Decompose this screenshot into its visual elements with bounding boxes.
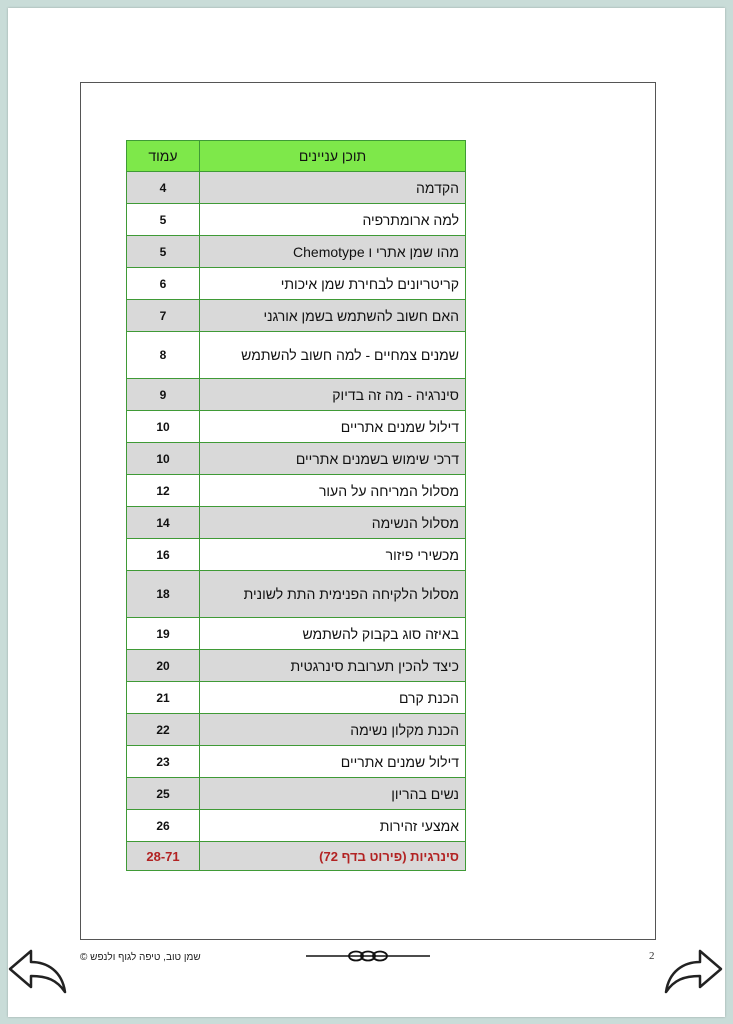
toc-row-title: אמצעי זהירות bbox=[200, 810, 466, 842]
toc-row-page: 14 bbox=[127, 507, 200, 539]
toc-row-title: הכנת מקלון נשימה bbox=[200, 714, 466, 746]
toc-row-title: דילול שמנים אתריים bbox=[200, 746, 466, 778]
toc-row-page: 16 bbox=[127, 539, 200, 571]
toc-row-page: 19 bbox=[127, 618, 200, 650]
toc-row-title: מהו שמן אתרי ו Chemotype bbox=[200, 236, 466, 268]
toc-footer-page: 28-71 bbox=[127, 842, 200, 871]
toc-row-page: 23 bbox=[127, 746, 200, 778]
toc-row-title: למה ארומתרפיה bbox=[200, 204, 466, 236]
footer-copyright: שמן טוב, טיפה לגוף ולנפש © bbox=[80, 952, 201, 963]
toc-row-title: הכנת קרם bbox=[200, 682, 466, 714]
toc-header-row bbox=[127, 141, 466, 172]
toc-row-title: דילול שמנים אתריים bbox=[200, 411, 466, 443]
decorative-ornament-icon bbox=[306, 946, 430, 966]
toc-row-page: 5 bbox=[127, 204, 200, 236]
toc-row-title: כיצד להכין תערובת סינרגטית bbox=[200, 650, 466, 682]
toc-row-title: קריטריונים לבחירת שמן איכותי bbox=[200, 268, 466, 300]
forward-arrow-icon[interactable] bbox=[662, 947, 724, 997]
toc-row-title: דרכי שימוש בשמנים אתריים bbox=[200, 443, 466, 475]
toc-row[interactable] bbox=[127, 411, 466, 443]
toc-header-title: תוכן עניינים bbox=[200, 141, 466, 172]
toc-row[interactable] bbox=[127, 332, 466, 379]
toc-row[interactable] bbox=[127, 618, 466, 650]
toc-row-title: מכשירי פיזור bbox=[200, 539, 466, 571]
toc-row-page: 7 bbox=[127, 300, 200, 332]
toc-row[interactable] bbox=[127, 443, 466, 475]
toc-row-page: 9 bbox=[127, 379, 200, 411]
toc-row[interactable] bbox=[127, 650, 466, 682]
toc-row[interactable] bbox=[127, 810, 466, 842]
toc-row[interactable] bbox=[127, 571, 466, 618]
toc-row-title: האם חשוב להשתמש בשמן אורגני bbox=[200, 300, 466, 332]
toc-row-title: סינרגיה - מה זה בדיוק bbox=[200, 379, 466, 411]
toc-row-page: 18 bbox=[127, 571, 200, 618]
toc-row[interactable] bbox=[127, 300, 466, 332]
toc-header-page: עמוד bbox=[127, 141, 200, 172]
toc-row-title: מסלול הלקיחה הפנימית התת לשונית bbox=[200, 571, 466, 618]
toc-row[interactable] bbox=[127, 236, 466, 268]
toc-row-title: מסלול המריחה על העור bbox=[200, 475, 466, 507]
toc-footer-title: סינרגיות (פירוט בדף 72) bbox=[200, 842, 466, 871]
page-number: 2 bbox=[649, 950, 655, 962]
back-arrow-icon[interactable] bbox=[7, 947, 69, 997]
toc-row-page: 8 bbox=[127, 332, 200, 379]
toc-footer-row[interactable] bbox=[127, 842, 466, 871]
toc-row-title: שמנים צמחיים - למה חשוב להשתמש bbox=[200, 332, 466, 379]
toc-row-page: 21 bbox=[127, 682, 200, 714]
toc-row-title: מסלול הנשימה bbox=[200, 507, 466, 539]
toc-row-page: 12 bbox=[127, 475, 200, 507]
toc-row-page: 20 bbox=[127, 650, 200, 682]
page-sheet bbox=[8, 8, 725, 1017]
toc-row-title: נשים בהריון bbox=[200, 778, 466, 810]
toc-row[interactable] bbox=[127, 507, 466, 539]
toc-row-page: 6 bbox=[127, 268, 200, 300]
toc-row-title: הקדמה bbox=[200, 172, 466, 204]
toc-row[interactable] bbox=[127, 778, 466, 810]
toc-row[interactable] bbox=[127, 475, 466, 507]
toc-row-page: 22 bbox=[127, 714, 200, 746]
toc-row[interactable] bbox=[127, 379, 466, 411]
toc-table bbox=[126, 140, 466, 871]
toc-row-page: 10 bbox=[127, 443, 200, 475]
toc-row-page: 4 bbox=[127, 172, 200, 204]
toc-row[interactable] bbox=[127, 682, 466, 714]
toc-row-page: 26 bbox=[127, 810, 200, 842]
toc-row[interactable] bbox=[127, 172, 466, 204]
toc-row-page: 10 bbox=[127, 411, 200, 443]
toc-row[interactable] bbox=[127, 714, 466, 746]
toc-row[interactable] bbox=[127, 204, 466, 236]
toc-row-page: 25 bbox=[127, 778, 200, 810]
toc-row[interactable] bbox=[127, 539, 466, 571]
toc-row-title: באיזה סוג בקבוק להשתמש bbox=[200, 618, 466, 650]
toc-row[interactable] bbox=[127, 746, 466, 778]
toc-row-page: 5 bbox=[127, 236, 200, 268]
toc-row[interactable] bbox=[127, 268, 466, 300]
